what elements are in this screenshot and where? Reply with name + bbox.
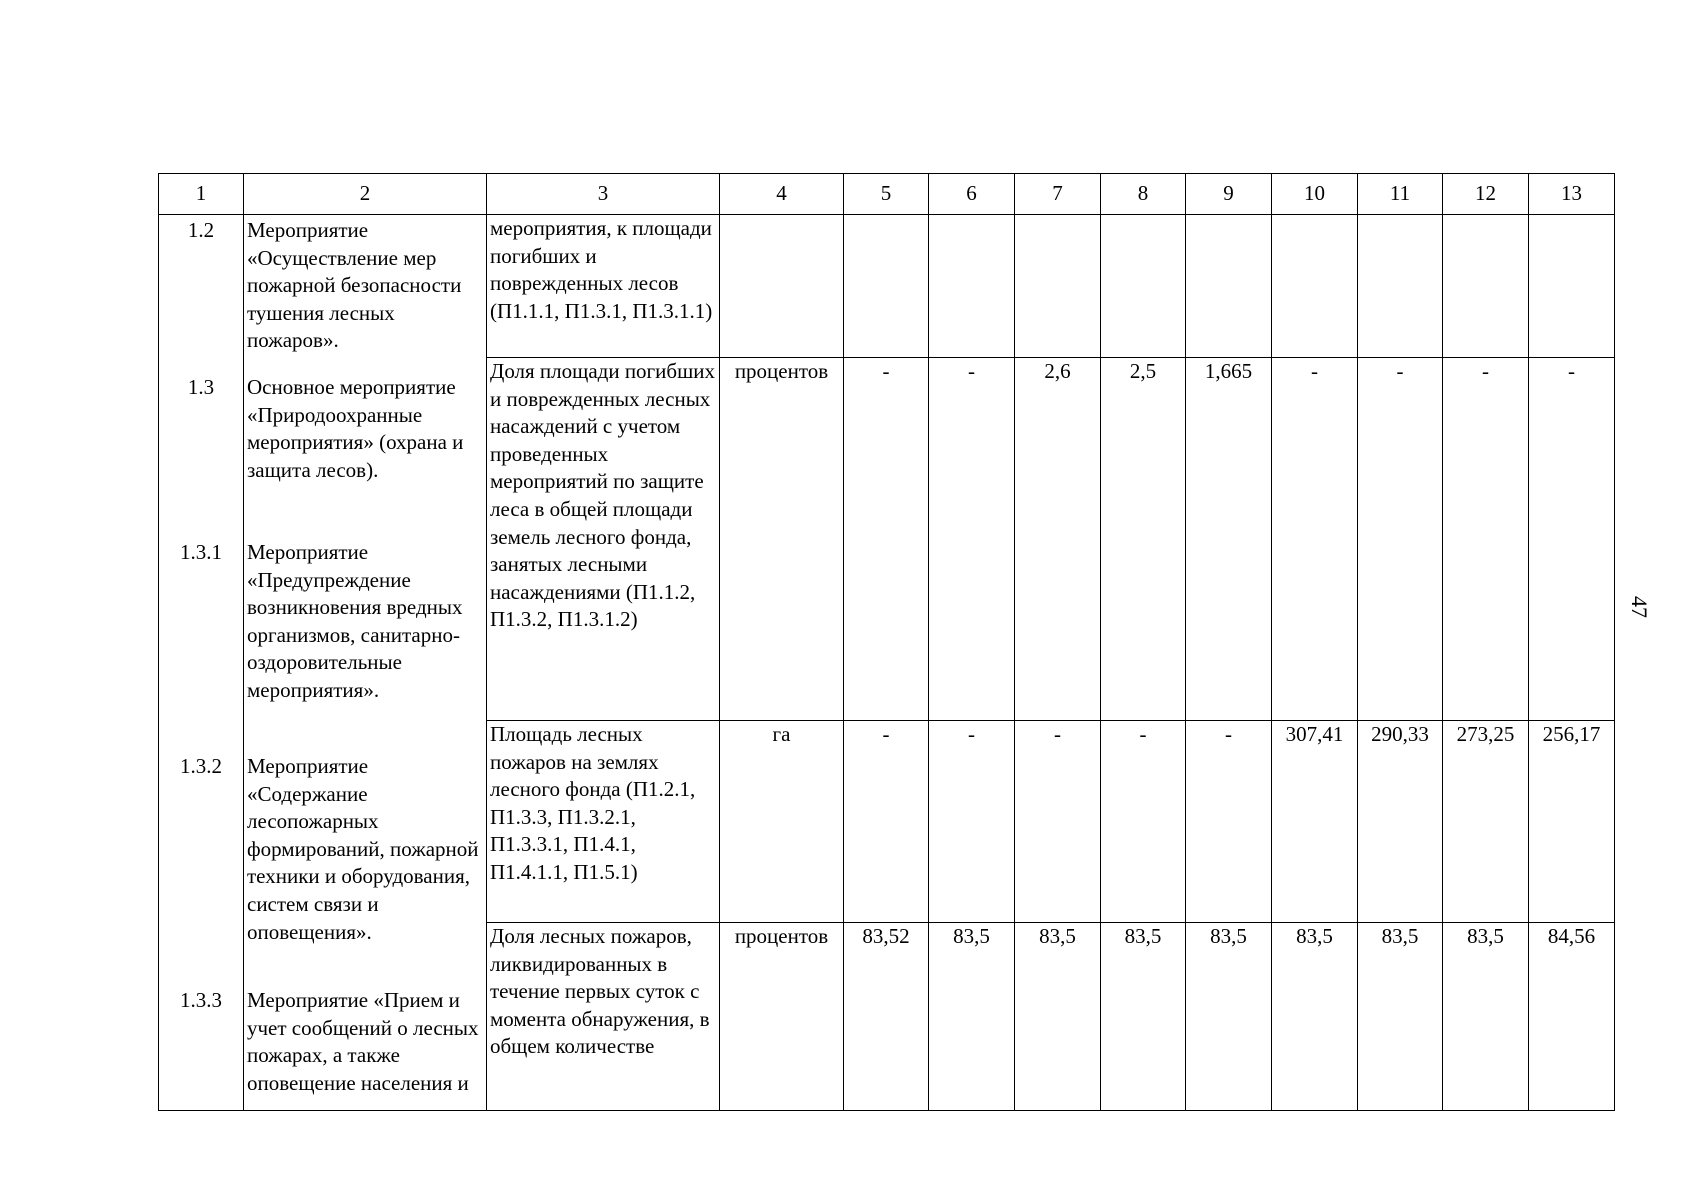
value-cell: 83,5 <box>1443 923 1529 1111</box>
value-cell <box>1358 215 1443 358</box>
value-cell: - <box>929 358 1015 721</box>
value-cell <box>1443 215 1529 358</box>
value-cell: 307,41 <box>1272 721 1358 923</box>
activity-text: Мероприятие «Предупреждение возникновения вредных организмов, санитарно-оздоровительные мероприятия». <box>247 540 463 702</box>
item-code: 1.2 <box>187 218 215 242</box>
header-cell: 6 <box>929 174 1015 215</box>
value-cell: 83,5 <box>1272 923 1358 1111</box>
value-cell: 83,5 <box>1015 923 1101 1111</box>
value-cell <box>929 215 1015 358</box>
value-cell: - <box>844 358 929 721</box>
activity-text: Мероприятие «Осуществление мер пожарной безопасности тушения лесных пожаров». <box>247 218 462 353</box>
value-cell: - <box>929 721 1015 923</box>
value-cell <box>1272 215 1358 358</box>
value-cell: 273,25 <box>1443 721 1529 923</box>
indicators-table <box>158 173 1615 1111</box>
table-row <box>159 215 1615 358</box>
code-column <box>159 215 244 1111</box>
page-number: 47 <box>1627 596 1652 618</box>
item-code: 1.3.2 <box>180 754 222 778</box>
value-cell: 2,5 <box>1101 358 1186 721</box>
unit-cell: га <box>720 721 844 923</box>
activity-text: Мероприятие «Прием и учет сообщений о лесных пожарах, а также оповещение населения и <box>247 988 479 1095</box>
value-cell: 83,5 <box>929 923 1015 1111</box>
activity-text: Мероприятие «Содержание лесопожарных формирований, пожарной техники и оборудования, систем связи и оповещения». <box>247 754 479 944</box>
value-cell: 1,665 <box>1186 358 1272 721</box>
indicator-cell: Доля площади погибших и поврежденных лесных насаждений с учетом проведенных мероприятий по защите леса в общей площади земель лесного фонда, занятых лесными насаждениями (П1.1.2, П1.3.2, П1.3.1.2) <box>487 358 720 721</box>
value-cell <box>844 215 929 358</box>
header-cell: 7 <box>1015 174 1101 215</box>
header-cell: 5 <box>844 174 929 215</box>
value-cell <box>1186 215 1272 358</box>
value-cell: 83,52 <box>844 923 929 1111</box>
value-cell: 2,6 <box>1015 358 1101 721</box>
indicator-cell: Доля лесных пожаров, ликвидированных в течение первых суток с момента обнаружения, в общем количестве <box>487 923 720 1111</box>
value-cell: 290,33 <box>1358 721 1443 923</box>
unit-cell: процентов <box>720 358 844 721</box>
header-cell: 11 <box>1358 174 1443 215</box>
value-cell: 256,17 <box>1529 721 1615 923</box>
header-cell: 12 <box>1443 174 1529 215</box>
header-cell: 10 <box>1272 174 1358 215</box>
indicator-cell: Площадь лесных пожаров на землях лесного фонда (П1.2.1, П1.3.3, П1.3.2.1, П1.3.3.1, П1.4.1, П1.4.1.1, П1.5.1) <box>487 721 720 923</box>
value-cell: 83,5 <box>1186 923 1272 1111</box>
value-cell <box>1015 215 1101 358</box>
value-cell <box>1529 215 1615 358</box>
item-code: 1.3 <box>187 375 215 399</box>
header-cell: 2 <box>244 174 487 215</box>
activity-text: Основное мероприятие «Природоохранные мероприятия» (охрана и защита лесов). <box>247 375 464 482</box>
value-cell: 83,5 <box>1101 923 1186 1111</box>
unit-cell <box>720 215 844 358</box>
item-code: 1.3.1 <box>180 540 222 564</box>
header-cell: 8 <box>1101 174 1186 215</box>
unit-cell: процентов <box>720 923 844 1111</box>
value-cell: - <box>1186 721 1272 923</box>
value-cell: - <box>1358 358 1443 721</box>
header-cell: 4 <box>720 174 844 215</box>
value-cell <box>1101 215 1186 358</box>
header-cell: 1 <box>159 174 244 215</box>
activity-column <box>244 215 487 1111</box>
header-cell: 9 <box>1186 174 1272 215</box>
header-cell: 3 <box>487 174 720 215</box>
item-code: 1.3.3 <box>180 988 222 1012</box>
value-cell: - <box>1101 721 1186 923</box>
value-cell: - <box>1443 358 1529 721</box>
value-cell: 83,5 <box>1358 923 1443 1111</box>
value-cell: - <box>844 721 929 923</box>
header-row <box>159 174 1615 215</box>
value-cell: - <box>1272 358 1358 721</box>
value-cell: - <box>1015 721 1101 923</box>
value-cell: - <box>1529 358 1615 721</box>
indicator-cell: мероприятия, к площади погибших и поврежденных лесов (П1.1.1, П1.3.1, П1.3.1.1) <box>487 215 720 358</box>
value-cell: 84,56 <box>1529 923 1615 1111</box>
header-cell: 13 <box>1529 174 1615 215</box>
